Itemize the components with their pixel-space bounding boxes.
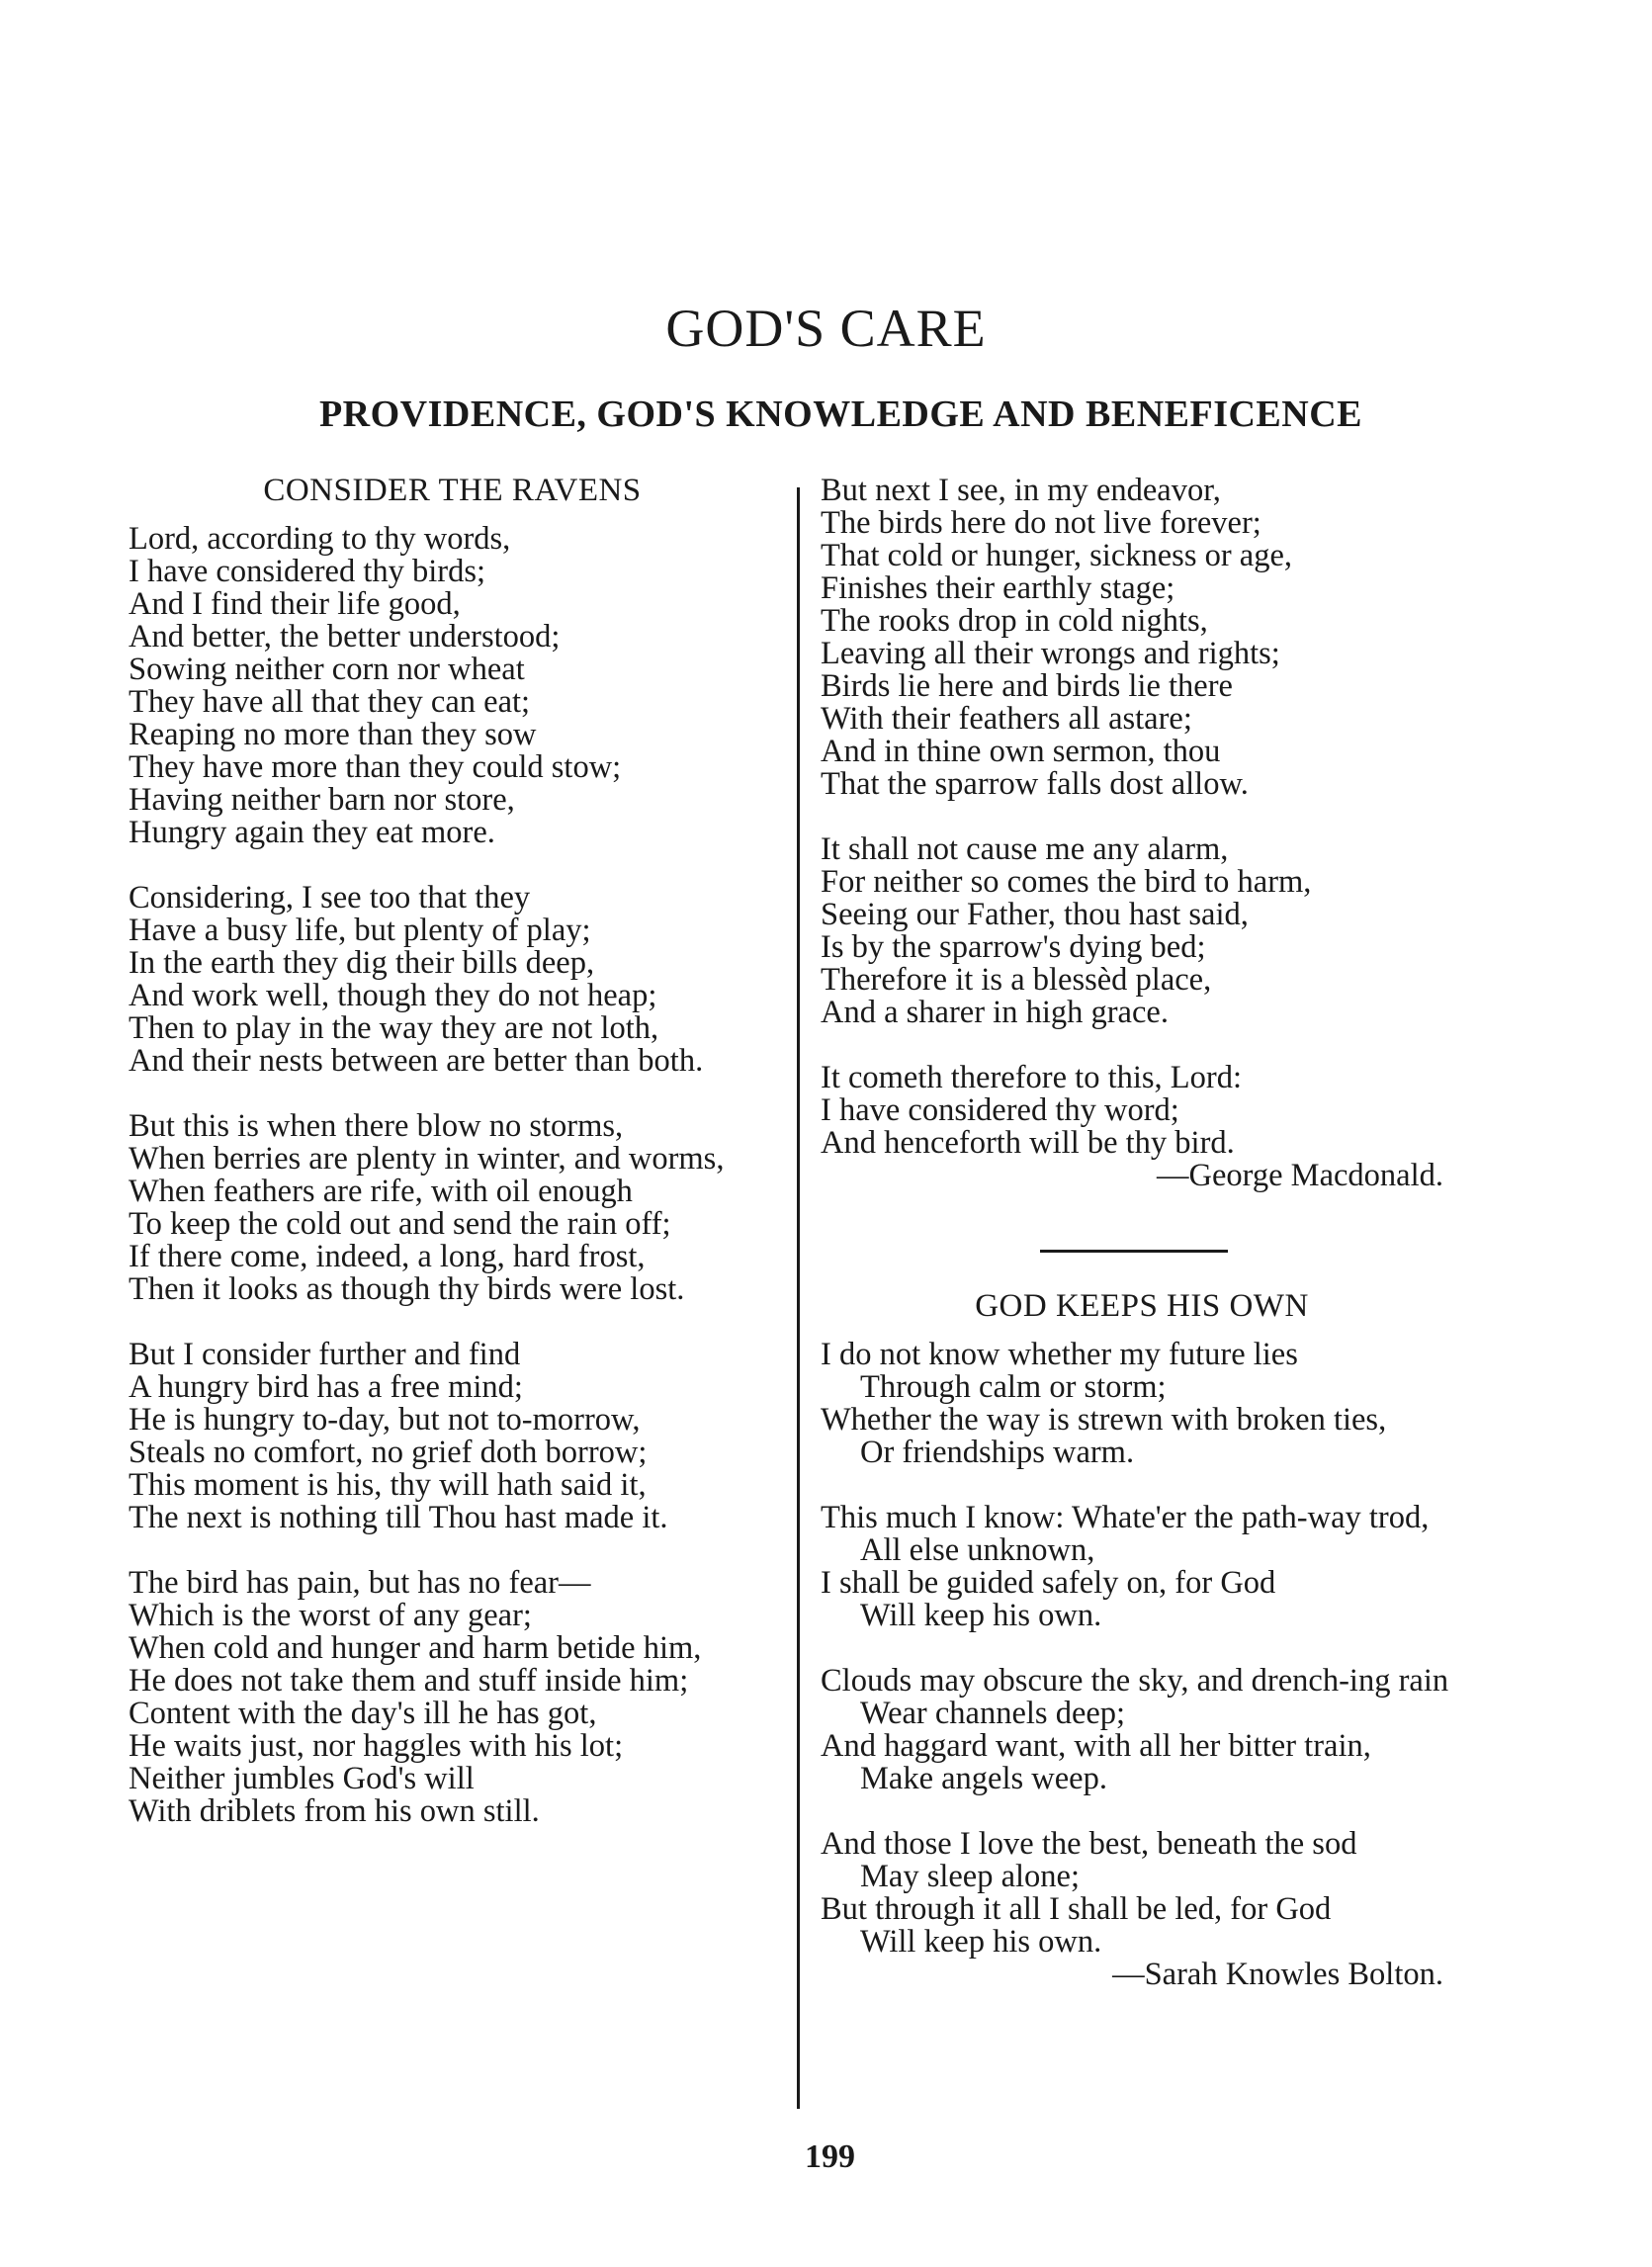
verse-line: I have considered thy birds;	[129, 554, 486, 589]
stanza	[821, 1665, 1463, 1795]
verse-line: Clouds may obscure the sky, and drench-ing rain	[821, 1663, 1449, 1699]
verse-line: May sleep alone;	[860, 1859, 1081, 1894]
verse-line: The rooks drop in cold nights,	[821, 603, 1208, 639]
verse-line: Sowing neither corn nor wheat	[129, 652, 525, 687]
verse-line: Steals no comfort, no grief doth borrow;	[129, 1435, 648, 1470]
verse-line: That the sparrow falls dost allow.	[821, 766, 1249, 802]
verse-line: This much I know: Whate'er the path-way trod,	[821, 1500, 1430, 1535]
verse-line: Having neither barn nor store,	[129, 782, 515, 818]
verse-line: And haggard want, with all her bitter train,	[821, 1728, 1371, 1764]
verse-line: Considering, I see too that they	[129, 880, 531, 916]
verse-line: Or friendships warm.	[860, 1435, 1135, 1470]
verse-line: But next I see, in my endeavor,	[821, 473, 1221, 508]
verse-line: Lord, according to thy words,	[129, 521, 511, 557]
verse-line: Seeing our Father, thou hast said,	[821, 897, 1249, 932]
verse-line: That cold or hunger, sickness or age,	[821, 538, 1293, 573]
verse-line: But through it all I shall be led, for God	[821, 1891, 1332, 1927]
page-title: GOD'S CARE	[665, 299, 987, 358]
stanza	[821, 1502, 1463, 1632]
verse-line: I do not know whether my future lies	[821, 1337, 1298, 1372]
verse-line: Is by the sparrow's dying bed;	[821, 929, 1206, 965]
verse-line: But I consider further and find	[129, 1337, 521, 1372]
verse-line: And a sharer in high grace.	[821, 995, 1169, 1030]
stanza	[129, 882, 776, 1078]
verse-line: Wear channels deep;	[860, 1696, 1126, 1731]
verse-line: Reaping no more than they sow	[129, 717, 537, 752]
right-column	[821, 475, 1463, 1991]
verse-line: I shall be guided safely on, for God	[821, 1565, 1276, 1601]
verse-line: Therefore it is a blessèd place,	[821, 962, 1212, 998]
attribution-george-macdonald: —George Macdonald.	[1156, 1158, 1443, 1193]
column-divider	[797, 487, 800, 2109]
left-column	[129, 475, 776, 1861]
verse-line: Will keep his own.	[860, 1924, 1102, 1960]
attribution-sarah-knowles-bolton: —Sarah Knowles Bolton.	[1112, 1957, 1443, 1992]
verse-line: This moment is his, thy will hath said it,	[129, 1467, 647, 1503]
verse-line: Through calm or storm;	[860, 1369, 1167, 1405]
verse-line: It shall not cause me any alarm,	[821, 831, 1229, 867]
verse-line: They have more than they could stow;	[129, 749, 622, 785]
stanza	[129, 1339, 776, 1534]
verse-line: A hungry bird has a free mind;	[129, 1369, 523, 1405]
verse-line: The next is nothing till Thou hast made it.	[129, 1500, 668, 1535]
verse-line: In the earth they dig their bills deep,	[129, 945, 595, 981]
verse-line: And those I love the best, beneath the sod	[821, 1826, 1357, 1862]
verse-line: Then it looks as though thy birds were lost.	[129, 1271, 685, 1307]
verse-line: Then to play in the way they are not loth,	[129, 1010, 659, 1046]
verse-line: I have considered thy word;	[821, 1092, 1179, 1128]
verse-line: Neither jumbles God's will	[129, 1761, 475, 1796]
verse-line: Will keep his own.	[860, 1598, 1102, 1633]
verse-line: Which is the worst of any gear;	[129, 1598, 532, 1633]
verse-line: When berries are plenty in winter, and worms,	[129, 1141, 725, 1177]
stanza	[821, 1828, 1463, 1991]
verse-line: With their feathers all astare;	[821, 701, 1192, 737]
section-heading: PROVIDENCE, GOD'S KNOWLEDGE AND BENEFICENCE	[318, 393, 1363, 435]
poem-title-god-keeps-his-own: GOD KEEPS HIS OWN	[975, 1288, 1309, 1324]
verse-line: With driblets from his own still.	[129, 1793, 540, 1829]
poem-separator-rule	[1040, 1250, 1228, 1253]
verse-line: Finishes their earthly stage;	[821, 570, 1175, 606]
verse-line: He is hungry to-day, but not to-morrow,	[129, 1402, 641, 1438]
verse-line: And better, the better understood;	[129, 619, 561, 654]
stanza	[129, 523, 776, 849]
verse-line: When cold and hunger and harm betide him,	[129, 1630, 702, 1666]
verse-line: Whether the way is strewn with broken ties,	[821, 1402, 1387, 1438]
verse-line: Have a busy life, but plenty of play;	[129, 913, 591, 948]
verse-line: And in thine own sermon, thou	[821, 734, 1221, 769]
verse-line: Content with the day's ill he has got,	[129, 1696, 597, 1731]
stanza	[821, 1062, 1463, 1192]
verse-line: They have all that they can eat;	[129, 684, 531, 720]
verse-line: When feathers are rife, with oil enough	[129, 1174, 633, 1209]
verse-line: And work well, though they do not heap;	[129, 978, 657, 1013]
verse-line: The birds here do not live forever;	[821, 505, 1261, 541]
poem-title-consider-the-ravens: CONSIDER THE RAVENS	[263, 473, 642, 508]
verse-line: And I find their life good,	[129, 586, 461, 622]
verse-line: And henceforth will be thy bird.	[821, 1125, 1235, 1161]
verse-line: And their nests between are better than both.	[129, 1043, 704, 1079]
verse-line: Birds lie here and birds lie there	[821, 668, 1233, 704]
stanza	[129, 1110, 776, 1306]
stanza	[821, 833, 1463, 1029]
stanza	[821, 1339, 1463, 1469]
verse-line: If there come, indeed, a long, hard frost,	[129, 1239, 646, 1274]
verse-line: To keep the cold out and send the rain off;	[129, 1206, 671, 1242]
verse-line: The bird has pain, but has no fear—	[129, 1565, 591, 1601]
verse-line: Hungry again they eat more.	[129, 815, 495, 850]
verse-line: For neither so comes the bird to harm,	[821, 864, 1312, 900]
stanza	[821, 475, 1463, 801]
verse-line: Make angels weep.	[860, 1761, 1107, 1796]
verse-line: But this is when there blow no storms,	[129, 1108, 624, 1144]
verse-line: Leaving all their wrongs and rights;	[821, 636, 1280, 671]
verse-line: He waits just, nor haggles with his lot;	[129, 1728, 624, 1764]
page-number: 199	[805, 2138, 855, 2175]
verse-line: It cometh therefore to this, Lord:	[821, 1060, 1242, 1095]
verse-line: All else unknown,	[860, 1532, 1095, 1568]
verse-line: He does not take them and stuff inside him;	[129, 1663, 689, 1699]
stanza	[129, 1567, 776, 1828]
